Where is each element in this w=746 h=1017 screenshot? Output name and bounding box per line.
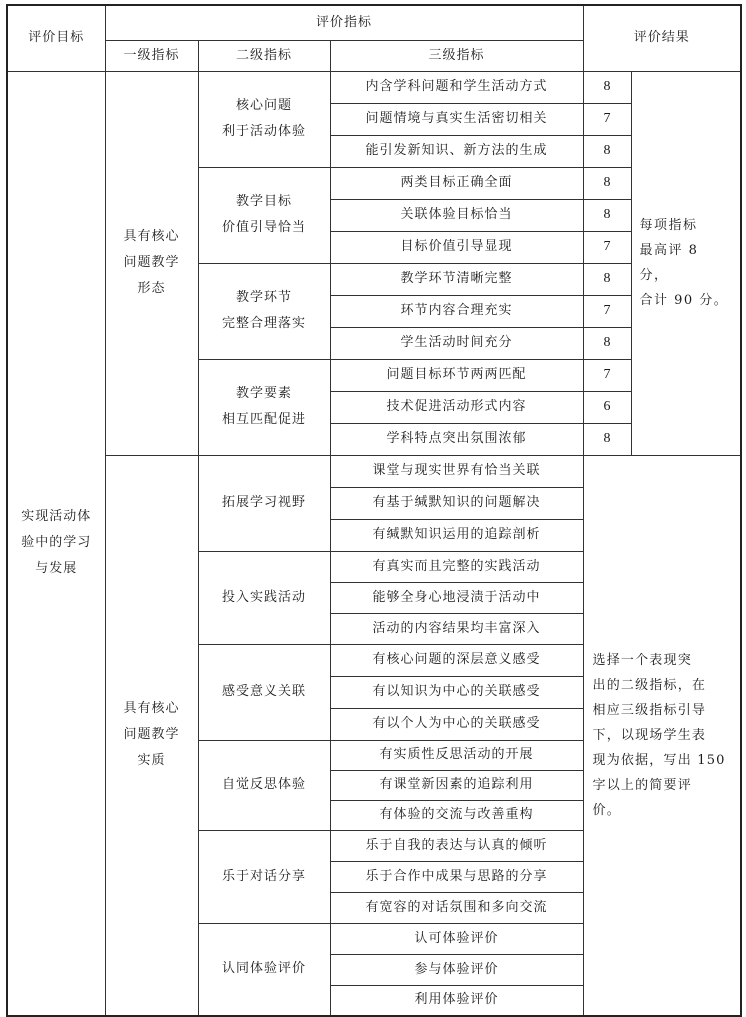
level3-cell: 有以知识为中心的关联感受 [330,676,583,708]
level2-cell: 认同体验评价 [198,923,330,1016]
score-cell: 8 [583,167,631,199]
level3-cell: 认可体验评价 [330,923,583,954]
level3-cell: 有核心问题的深层意义感受 [330,644,583,676]
essence-result-note [583,455,741,1016]
text-line: 合计 90 分。 [639,293,729,308]
text-line: 每项指标 [639,218,698,233]
text-line: 验中的学习 [21,535,92,551]
evaluation-sheet [6,4,740,1006]
text-line: 问题教学 [123,255,180,270]
text-line: 教学目标 [235,194,292,209]
level3-cell: 乐于合作中成果与思路的分享 [330,861,583,892]
level3-cell: 问题目标环节两两匹配 [330,359,583,391]
text-line: 利于活动体验 [221,124,306,139]
text-line: 问题教学 [123,727,180,743]
level3-cell: 有真实而且完整的实践活动 [330,551,583,582]
text-line: 最高评 8 分， [639,243,699,283]
level3-cell: 能引发新知识、新方法的生成 [330,135,583,167]
text-line: 下，以现场学生表 [592,727,707,743]
text-line: 价值引导恰当 [221,220,306,235]
level3-cell: 乐于自我的表达与认真的倾听 [330,830,583,861]
header-level3: 三级指标 [330,40,583,71]
score-cell: 6 [583,391,631,423]
form-result-note [631,71,741,455]
text-line: 选择一个表现突 [592,652,692,668]
text-line: 字以上的简要评 [592,777,692,793]
text-line: 相应三级指标引导 [592,702,707,718]
score-cell: 8 [583,423,631,455]
level3-cell: 问题情境与真实生活密切相关 [330,103,583,135]
text-line: 教学环节 [235,290,292,305]
text-line: 教学要素 [235,386,292,401]
level3-cell: 有体验的交流与改善重构 [330,800,583,830]
level3-cell: 教学环节清晰完整 [330,263,583,295]
header-level2: 二级指标 [198,40,330,71]
level3-cell: 两类目标正确全面 [330,167,583,199]
level3-cell: 有实质性反思活动的开展 [330,740,583,770]
level3-cell: 利用体验评价 [330,985,583,1016]
level3-cell: 环节内容合理充实 [330,295,583,327]
score-cell: 8 [583,199,631,231]
level3-cell: 有缄默知识运用的追踪剖析 [330,519,583,551]
text-line: 核心问题 [235,98,292,113]
text-line: 相互匹配促进 [221,412,306,427]
score-cell: 8 [583,263,631,295]
level3-cell: 学生活动时间充分 [330,327,583,359]
level2-cell: 投入实践活动 [198,551,330,644]
level3-cell: 能够全身心地浸渍于活动中 [330,582,583,613]
score-cell: 7 [583,231,631,263]
text-line: 实质 [137,753,166,769]
level2-cell: 乐于对话分享 [198,830,330,923]
level3-cell: 参与体验评价 [330,954,583,985]
level1-form-cell [105,71,198,455]
text-line: 实现活动体 [21,509,92,525]
header-row-1 [7,5,741,40]
header-result: 评价结果 [583,5,741,71]
level3-cell: 课堂与现实世界有恰当关联 [330,455,583,487]
score-cell: 7 [583,103,631,135]
level1-essence-cell [105,455,198,1016]
score-cell: 8 [583,135,631,167]
level3-cell: 有以个人为中心的关联感受 [330,708,583,740]
text-line: 现为依据，写出 150 [592,752,726,768]
level2-cell [198,263,330,359]
header-level1: 一级指标 [105,40,198,71]
level3-cell: 活动的内容结果均丰富深入 [330,613,583,644]
level2-cell: 拓展学习视野 [198,455,330,551]
score-cell: 8 [583,71,631,103]
level3-cell: 技术促进活动形式内容 [330,391,583,423]
goal-cell [7,71,105,1016]
header-goal: 评价目标 [7,5,105,71]
level2-cell [198,359,330,455]
level2-cell: 自觉反思体验 [198,740,330,830]
essence-row [7,455,741,487]
text-line: 与发展 [35,561,78,577]
text-line: 形态 [137,281,166,296]
level2-cell: 感受意义关联 [198,644,330,740]
header-indicators: 评价指标 [105,5,583,40]
level3-cell: 关联体验目标恰当 [330,199,583,231]
level3-cell: 有宽容的对话氛围和多向交流 [330,892,583,923]
level3-cell: 有课堂新因素的追踪利用 [330,770,583,800]
score-cell: 8 [583,327,631,359]
evaluation-table [6,4,742,1017]
score-cell: 7 [583,295,631,327]
score-cell: 7 [583,359,631,391]
text-line: 出的二级指标，在 [592,677,707,693]
text-line: 具有核心 [123,229,180,244]
level3-cell: 目标价值引导显现 [330,231,583,263]
text-line: 价。 [592,802,621,818]
level3-cell: 有基于缄默知识的问题解决 [330,487,583,519]
level3-cell: 学科特点突出氛围浓郁 [330,423,583,455]
form-row [7,71,741,103]
level3-cell: 内含学科问题和学生活动方式 [330,71,583,103]
text-line: 完整合理落实 [221,316,306,331]
level2-cell [198,71,330,167]
level2-cell [198,167,330,263]
text-line: 具有核心 [123,701,180,717]
